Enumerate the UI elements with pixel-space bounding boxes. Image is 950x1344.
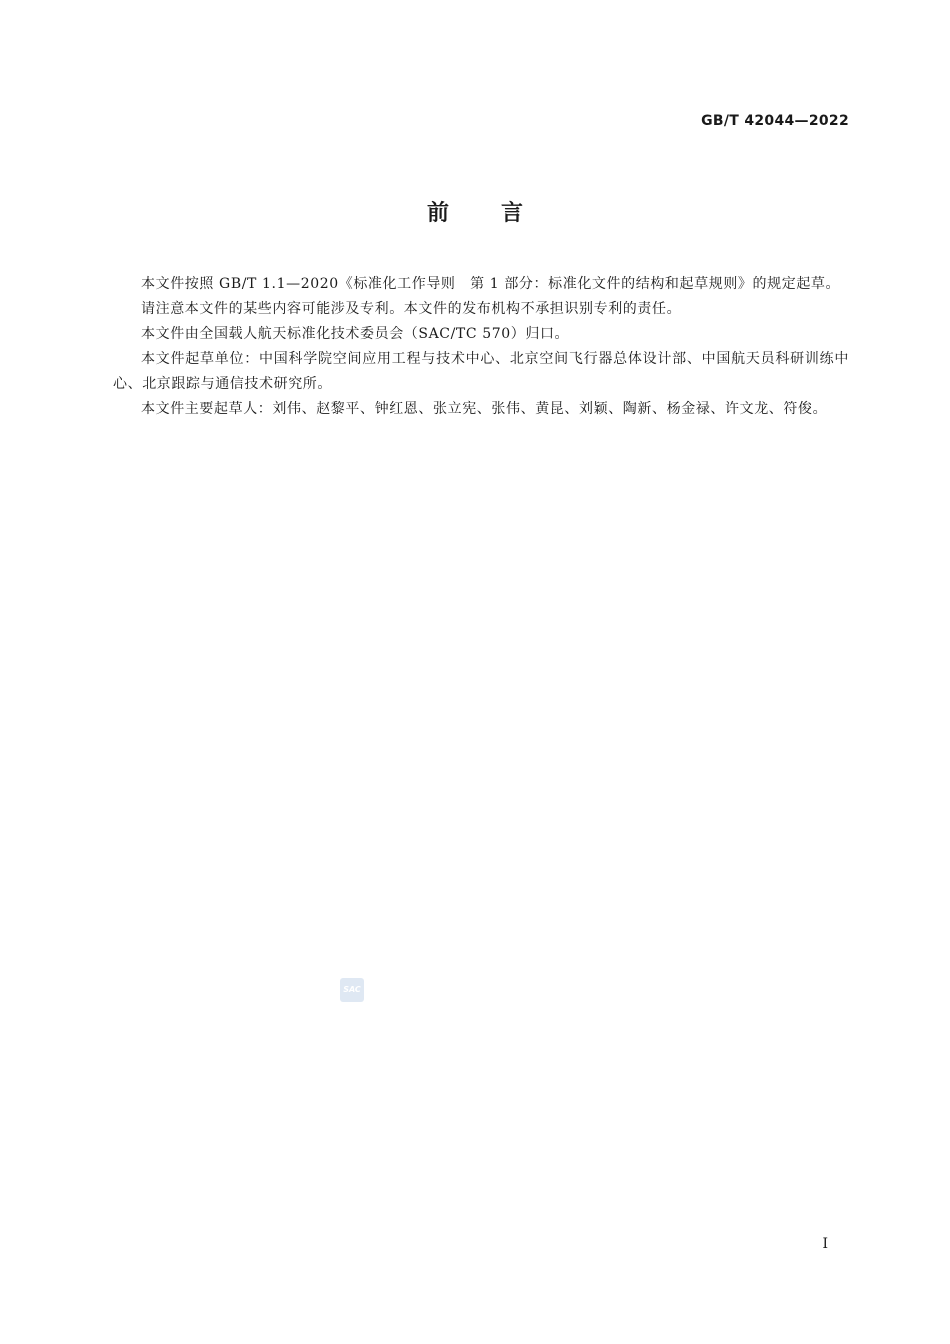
paragraph-drafting-rules: 本文件按照 GB/T 1.1—2020《标准化工作导则 第 1 部分：标准化文件的结构和起草规则》的规定起草。 bbox=[141, 276, 841, 292]
paragraph-drafters: 本文件主要起草人：刘伟、赵黎平、钟红恩、张立宪、张伟、黄昆、刘颖、陶新、杨金禄、许文龙、符俊。 bbox=[141, 401, 828, 417]
sac-watermark-logo: SAC bbox=[340, 978, 364, 1002]
page-title: 前言 bbox=[426, 201, 575, 226]
paragraph-drafting-units: 本文件起草单位：中国科学院空间应用工程与技术中心、北京空间飞行器总体设计部、中国航天员科研训练中心、北京跟踪与通信技术研究所。 bbox=[113, 351, 849, 392]
paragraph-patent-notice: 请注意本文件的某些内容可能涉及专利。本文件的发布机构不承担识别专利的责任。 bbox=[141, 301, 682, 317]
document-number: GB/T 42044—2022 bbox=[701, 113, 849, 129]
paragraph-committee: 本文件由全国载人航天标准化技术委员会（SAC/TC 570）归口。 bbox=[141, 326, 570, 342]
page-number: I bbox=[822, 1236, 828, 1252]
foreword-body bbox=[113, 272, 849, 422]
